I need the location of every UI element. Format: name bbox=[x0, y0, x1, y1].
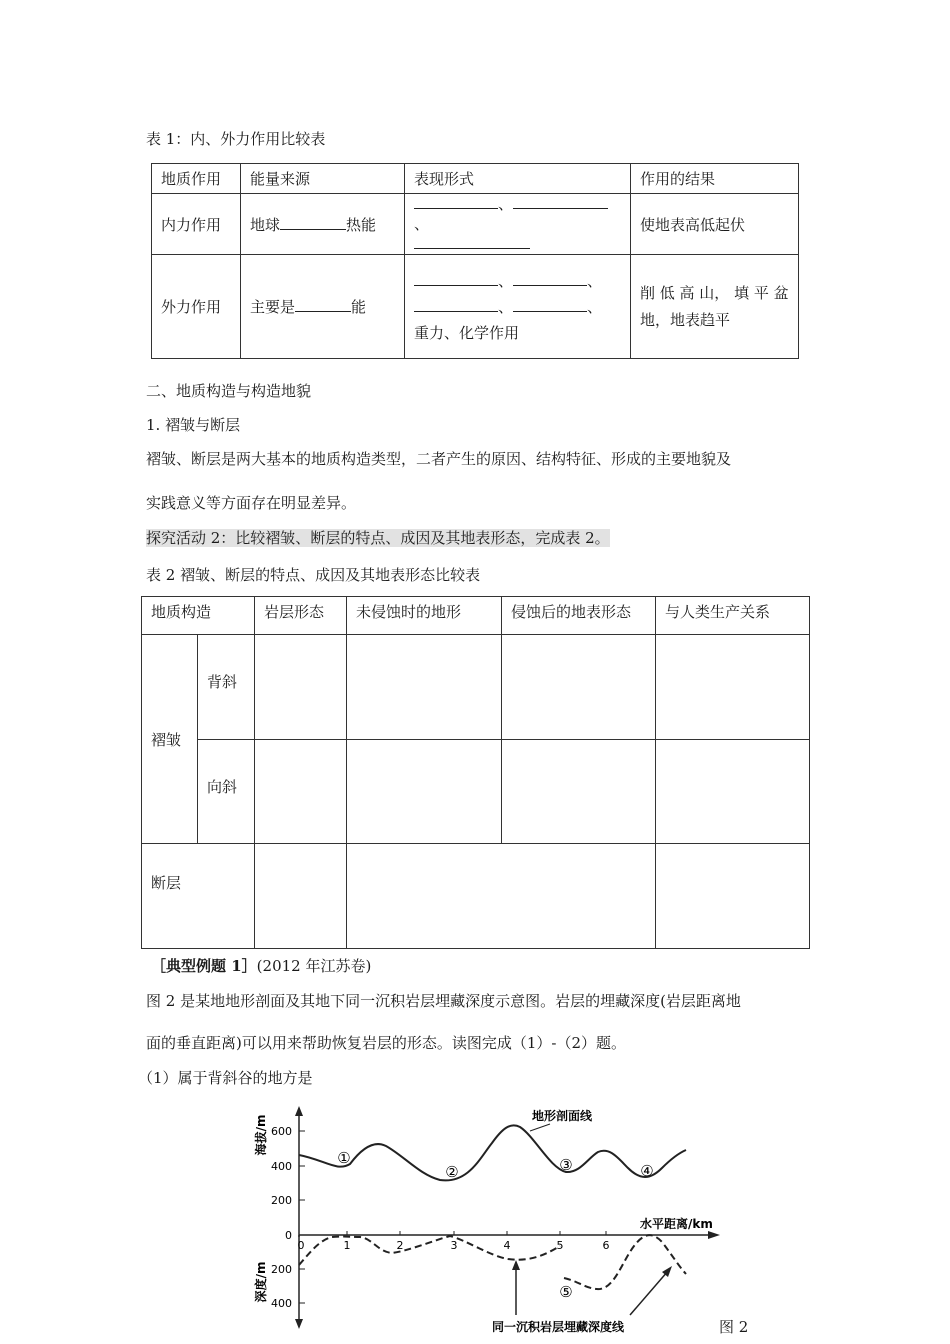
t2-header-3: 侵蚀后的地表形态 bbox=[502, 597, 656, 635]
x-tick-2: 2 bbox=[396, 1239, 404, 1252]
paragraph-line-2: 实践意义等方面存在明显差异。 bbox=[146, 494, 357, 512]
t1-outer-forms-last: 重力、化学作用 bbox=[414, 323, 520, 342]
layer-depth-line bbox=[299, 1236, 560, 1265]
upper-tick-400: 400 bbox=[271, 1160, 292, 1173]
section-heading: 二、地质构造与构造地貌 bbox=[146, 382, 312, 400]
answer-blank[interactable] bbox=[280, 215, 346, 230]
upper-tick-200: 200 bbox=[271, 1194, 292, 1207]
answer-blank[interactable] bbox=[414, 297, 498, 312]
answer-cell[interactable] bbox=[502, 635, 656, 740]
t1-outer-forms: 、 、 、 、 重力、化学作用 bbox=[405, 255, 631, 359]
answer-cell[interactable] bbox=[255, 740, 347, 844]
x-tick-4: 4 bbox=[503, 1239, 511, 1252]
lower-y-axis-label: 深度/m bbox=[254, 1261, 268, 1303]
answer-blank[interactable] bbox=[414, 234, 530, 249]
lower-tick-200: 200 bbox=[271, 1263, 292, 1276]
answer-cell[interactable] bbox=[656, 844, 810, 949]
t1-inner-result: 使地表高低起伏 bbox=[631, 194, 799, 255]
terrain-label: 地形剖面线 bbox=[532, 1109, 593, 1123]
answer-blank[interactable] bbox=[414, 194, 498, 209]
layer-depth-line-segment-2 bbox=[564, 1235, 686, 1289]
example-title: ［典型例题 1］ bbox=[151, 957, 257, 975]
upper-y-axis-label: 海拔/m bbox=[254, 1114, 268, 1156]
x-tick-6: 6 bbox=[602, 1239, 610, 1252]
x-tick-0: 0 bbox=[297, 1239, 305, 1252]
x-axis-label: 水平距离/km bbox=[640, 1217, 713, 1231]
x-axis-arrow bbox=[708, 1231, 720, 1239]
x-tick-1: 1 bbox=[343, 1239, 351, 1252]
marker-2: ② bbox=[445, 1163, 459, 1181]
layer-arrow-2 bbox=[630, 1271, 668, 1315]
lower-y-arrow bbox=[295, 1319, 303, 1329]
answer-cell[interactable] bbox=[502, 740, 656, 844]
terrain-leader-line bbox=[530, 1124, 550, 1131]
t2-header-1: 岩层形态 bbox=[255, 597, 347, 635]
answer-cell[interactable] bbox=[255, 844, 347, 949]
example-source: (2012 年江苏卷) bbox=[256, 957, 372, 975]
table1-caption: 表 1：内、外力作用比较表 bbox=[146, 130, 326, 148]
t1-header-3: 作用的结果 bbox=[631, 164, 799, 194]
t1-outer-name: 外力作用 bbox=[152, 255, 241, 359]
layer-label: 同一沉积岩层埋藏深度线 bbox=[492, 1320, 625, 1334]
marker-1: ① bbox=[337, 1149, 351, 1167]
answer-cell[interactable] bbox=[347, 635, 502, 740]
arrow-head-icon bbox=[512, 1260, 520, 1270]
answer-blank[interactable] bbox=[414, 271, 498, 286]
t2-header-4: 与人类生产关系 bbox=[656, 597, 810, 635]
question-1: （1）属于背斜谷的地方是 bbox=[138, 1069, 313, 1087]
paragraph-line-1: 褶皱、断层是两大基本的地质构造类型，二者产生的原因、结构特征、形成的主要地貌及 bbox=[146, 450, 732, 468]
table2-caption: 表 2 褶皱、断层的特点、成因及其地表形态比较表 bbox=[146, 566, 481, 584]
answer-cell[interactable] bbox=[656, 740, 810, 844]
answer-blank[interactable] bbox=[513, 297, 587, 312]
upper-y-arrow bbox=[295, 1106, 303, 1116]
t1-inner-name: 内力作用 bbox=[152, 194, 241, 255]
answer-blank[interactable] bbox=[295, 297, 351, 312]
marker-5: ⑤ bbox=[559, 1283, 573, 1301]
t1-inner-forms: 、、 bbox=[405, 194, 631, 255]
x-tick-5: 5 bbox=[556, 1239, 564, 1252]
subsection-heading: 1. 褶皱与断层 bbox=[146, 416, 241, 434]
marker-3: ③ bbox=[559, 1156, 573, 1174]
t2-header-0: 地质构造 bbox=[142, 597, 255, 635]
t1-inner-energy: 地球 热能 bbox=[241, 194, 405, 255]
upper-tick-0: 0 bbox=[285, 1229, 292, 1242]
t2-fault-label: 断层 bbox=[142, 844, 255, 949]
answer-blank[interactable] bbox=[513, 194, 608, 209]
t1-header-0: 地质作用 bbox=[152, 164, 241, 194]
x-tick-3: 3 bbox=[450, 1239, 458, 1252]
example-text-line-2: 面的垂直距离)可以用来帮助恢复岩层的形态。读图完成（1）-（2）题。 bbox=[146, 1034, 627, 1052]
t1-outer-energy: 主要是 能 bbox=[241, 255, 405, 359]
t2-syncline-label: 向斜 bbox=[198, 740, 255, 844]
answer-blank[interactable] bbox=[513, 271, 587, 286]
table1 bbox=[151, 163, 799, 359]
t2-anticline-label: 背斜 bbox=[198, 635, 255, 740]
t1-outer-result: 削 低 高 山， 填 平 盆 地，地表趋平 bbox=[631, 255, 799, 359]
figure-2-diagram bbox=[250, 1100, 730, 1336]
marker-4: ④ bbox=[640, 1162, 654, 1180]
lower-tick-400: 400 bbox=[271, 1297, 292, 1310]
t2-fold-label: 褶皱 bbox=[142, 635, 198, 844]
t2-header-2: 未侵蚀时的地形 bbox=[347, 597, 502, 635]
answer-cell[interactable] bbox=[255, 635, 347, 740]
activity-prompt: 探究活动 2：比较褶皱、断层的特点、成因及其地表形态，完成表 2。 bbox=[146, 529, 610, 547]
upper-tick-600: 600 bbox=[271, 1125, 292, 1138]
terrain-profile-line bbox=[299, 1125, 686, 1180]
example-header bbox=[151, 955, 371, 976]
t1-header-2: 表现形式 bbox=[405, 164, 631, 194]
figure-caption: 图 2 bbox=[719, 1318, 749, 1336]
t1-header-1: 能量来源 bbox=[241, 164, 405, 194]
example-text-line-1: 图 2 是某地地形剖面及其地下同一沉积岩层埋藏深度示意图。岩层的埋藏深度(岩层距离地 bbox=[146, 992, 741, 1010]
answer-cell[interactable] bbox=[347, 740, 502, 844]
answer-cell[interactable] bbox=[656, 635, 810, 740]
table2 bbox=[141, 596, 810, 949]
answer-cell[interactable] bbox=[347, 844, 656, 949]
